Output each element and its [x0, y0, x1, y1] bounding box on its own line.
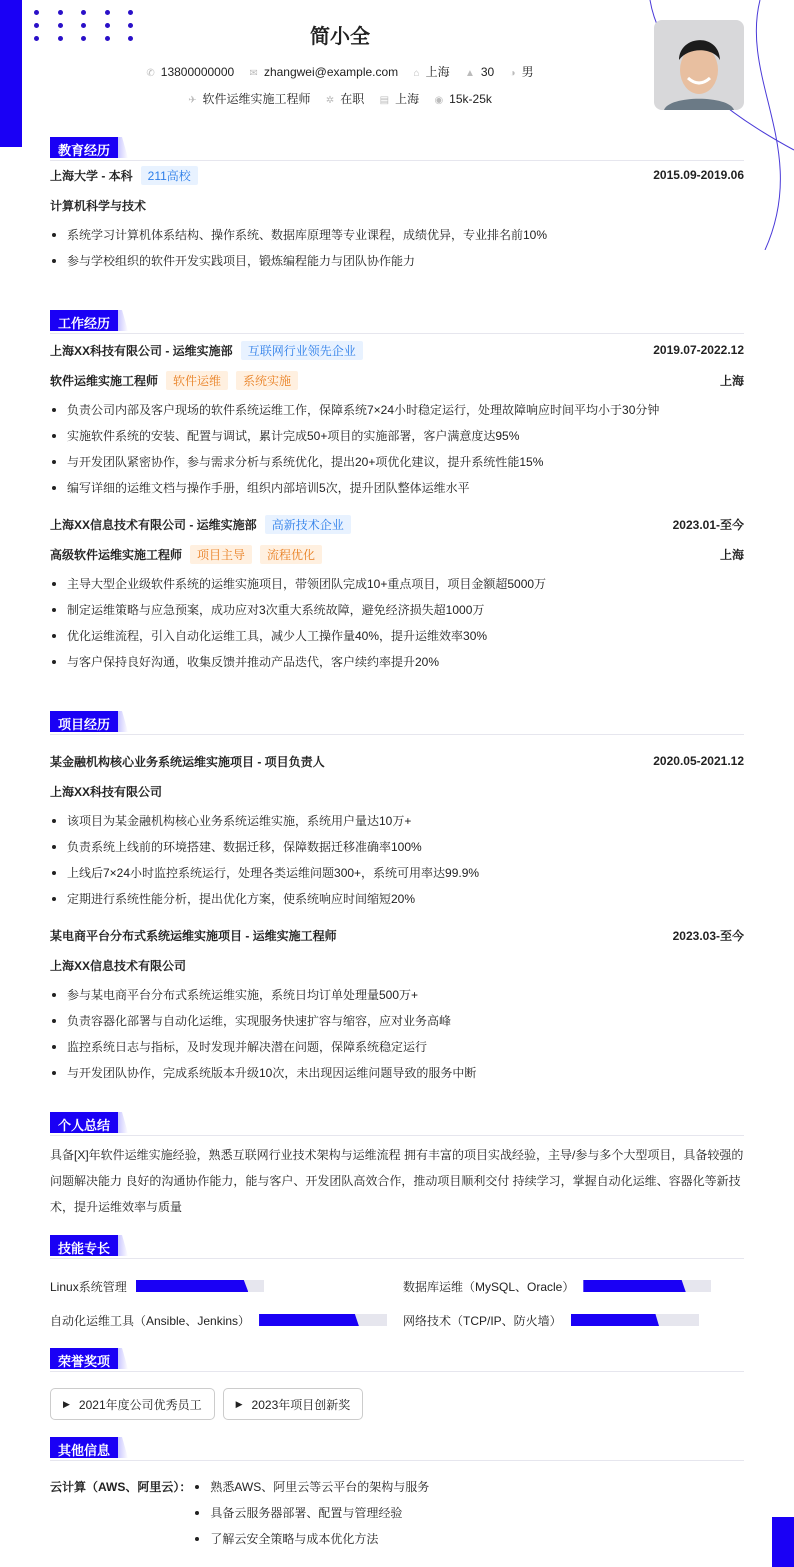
list-item: 熟悉AWS、阿里云等云平台的架构与服务: [193, 1474, 429, 1500]
project-entry: [50, 922, 744, 1086]
skill-name: 自动化运维工具（Ansible、Jenkins）: [50, 1313, 251, 1328]
project-name: 某电商平台分布式系统运维实施项目 - 运维实施工程师: [50, 928, 337, 943]
skill-item: [50, 1303, 403, 1337]
list-item: 制定运维策略与应急预案，成功应对3次重大系统故障，避免经济损失超1000万: [50, 597, 744, 623]
job: 软件运维实施工程师: [202, 92, 311, 106]
list-item: 该项目为某金融机构核心业务系统运维实施，系统用户量达10万+: [50, 808, 744, 834]
project-company: 上海XX科技有限公司: [50, 784, 163, 799]
summary-section: [50, 1112, 744, 1220]
list-item: 与开发团队协作，完成系统版本升级10次，未出现因运维问题导致的服务中断: [50, 1060, 744, 1086]
decor-bar-right: [772, 1517, 794, 1567]
award-item: [50, 1388, 215, 1420]
job-date: 2019.07-2022.12: [653, 343, 744, 357]
project-name: 某金融机构核心业务系统运维实施项目 - 项目负责人: [50, 754, 325, 769]
project-date: 2020.05-2021.12: [653, 754, 744, 768]
phone: 13800000000: [160, 65, 235, 79]
avatar: [654, 20, 744, 110]
company: 上海XX科技有限公司 - 运维实施部: [50, 343, 233, 358]
skill-name: Linux系统管理: [50, 1279, 127, 1294]
phone-icon: ✆: [146, 68, 155, 79]
list-item: 具备云服务器部署、配置与管理经验: [193, 1500, 429, 1526]
role-tag: 流程优化: [260, 545, 322, 564]
projects-section: [50, 711, 744, 1086]
awards-section: [50, 1348, 744, 1420]
skill-bar: [583, 1280, 711, 1292]
project-company: 上海XX信息技术有限公司: [50, 958, 187, 973]
section-title: 教育经历: [50, 137, 118, 158]
plane-icon: ✈: [188, 95, 197, 106]
building-icon: ▤: [379, 95, 390, 106]
major: 计算机科学与技术: [50, 198, 147, 213]
project-entry: [50, 748, 744, 912]
role: 高级软件运维实施工程师: [50, 547, 183, 562]
triangle-icon: ▶: [63, 1398, 70, 1409]
city: 上海: [425, 65, 450, 79]
skill-bar-fill: [571, 1314, 659, 1326]
list-item: 与开发团队紧密协作，参与需求分析与系统优化，提出20+项优化建议，提升系统性能15%: [50, 449, 744, 475]
status: 在职: [340, 92, 365, 106]
section-title: 技能专长: [50, 1235, 118, 1256]
education-section: [50, 137, 744, 274]
job-date: 2023.01-至今: [672, 517, 744, 532]
skill-bar: [136, 1280, 264, 1292]
triangle-icon: ▶: [235, 1398, 243, 1409]
school-tag: 211高校: [141, 166, 198, 185]
role-tag: 软件运维: [166, 371, 228, 390]
list-item: 负责系统上线前的环境搭建、数据迁移，保障数据迁移准确率100%: [50, 834, 744, 860]
target-city: 上海: [395, 92, 420, 106]
section-title: 其他信息: [50, 1437, 118, 1458]
skill-bar: [259, 1314, 387, 1326]
company-tag: 高新技术企业: [265, 515, 351, 534]
section-title: 个人总结: [50, 1112, 118, 1133]
job-entry: [50, 337, 744, 501]
contact-line: [0, 63, 680, 80]
skill-bar-fill: [259, 1314, 359, 1326]
skill-bar-fill: [136, 1280, 249, 1292]
skill-name: 数据库运维（MySQL、Oracle）: [403, 1279, 575, 1294]
skill-name: 网络技术（TCP/IP、防火墙）: [403, 1313, 562, 1328]
role-tag: 系统实施: [236, 371, 298, 390]
skill-item: [403, 1269, 744, 1303]
list-item: 监控系统日志与指标，及时发现并解决潜在问题，保障系统稳定运行: [50, 1034, 744, 1060]
section-title: 项目经历: [50, 711, 118, 732]
list-item: 上线后7×24小时监控系统运行，处理各类运维问题300+，系统可用率达99.9%: [50, 860, 744, 886]
other-label: 云计算（AWS、阿里云）：: [50, 1480, 192, 1494]
role-tag: 项目主导: [190, 545, 252, 564]
skill-item: [403, 1303, 744, 1337]
summary-text: 具备[X]年软件运维实施经验，熟悉互联网行业技术架构与运维流程 拥有丰富的项目实战经验，主导/参与多个大型项目，具备较强的问题解决能力 良好的沟通协作能力，能与客户、开发团队高效合作，推动项目顺利交付 持续学习，掌握自动化运维、容器化等新技术，提升运维效率与质量: [50, 1148, 744, 1214]
list-item: 实施软件系统的安装、配置与调试，累计完成50+项目的实施部署，客户满意度达95%: [50, 423, 744, 449]
company-tag: 互联网行业领先企业: [241, 341, 363, 360]
job-city: 上海: [719, 373, 744, 388]
salary-icon: ◉: [434, 95, 444, 106]
award-label: 2021年度公司优秀员工: [78, 1397, 202, 1412]
gender-icon: ◑: [509, 68, 516, 79]
job-city: 上海: [719, 547, 744, 562]
salary: 15k-25k: [449, 92, 492, 106]
list-item: 与客户保持良好沟通，收集反馈并推动产品迭代，客户续约率提升20%: [50, 649, 744, 675]
skill-bar: [571, 1314, 699, 1326]
resume-name: 简小全: [310, 26, 370, 48]
email: zhangwei@example.com: [263, 65, 399, 79]
skill-item: [50, 1269, 403, 1303]
gender: 男: [521, 65, 534, 79]
work-section: [50, 310, 744, 675]
list-item: 参与某电商平台分布式系统运维实施，系统日均订单处理量500万+: [50, 982, 744, 1008]
list-item: 负责公司内部及客户现场的软件系统运维工作，保障系统7×24小时稳定运行，处理故障响应时间平均小于30分钟: [50, 397, 744, 423]
list-item: 了解云安全策略与成本优化方法: [193, 1526, 429, 1552]
list-item: 参与学校组织的软件开发实践项目，锻炼编程能力与团队协作能力: [50, 248, 744, 274]
list-item: 负责容器化部署与自动化运维，实现服务快速扩容与缩容，应对业务高峰: [50, 1008, 744, 1034]
skills-section: [50, 1235, 744, 1337]
project-date: 2023.03-至今: [672, 928, 744, 943]
section-title: 荣誉奖项: [50, 1348, 118, 1369]
skill-bar-fill: [583, 1280, 685, 1292]
other-section: [50, 1437, 744, 1552]
home-icon: ⌂: [413, 68, 420, 79]
award-label: 2023年项目创新奖: [251, 1397, 351, 1412]
company: 上海XX信息技术有限公司 - 运维实施部: [50, 517, 257, 532]
award-item: [223, 1388, 364, 1420]
age-icon: ▲: [464, 68, 475, 79]
school: 上海大学 - 本科: [50, 168, 133, 183]
job-line: [0, 90, 680, 107]
section-title: 工作经历: [50, 310, 118, 331]
status-icon: ✲: [325, 95, 335, 106]
list-item: 编写详细的运维文档与操作手册，组织内部培训5次，提升团队整体运维水平: [50, 475, 744, 501]
list-item: 主导大型企业级软件系统的运维实施项目，带领团队完成10+重点项目，项目金额超5000万: [50, 571, 744, 597]
edu-date: 2015.09-2019.06: [653, 168, 744, 182]
email-icon: ✉: [249, 68, 258, 79]
role: 软件运维实施工程师: [50, 373, 159, 388]
job-entry: [50, 511, 744, 675]
list-item: 定期进行系统性能分析，提出优化方案，使系统响应时间缩短20%: [50, 886, 744, 912]
list-item: 系统学习计算机体系结构、操作系统、数据库原理等专业课程，成绩优异，专业排名前10%: [50, 222, 744, 248]
list-item: 优化运维流程，引入自动化运维工具，减少人工操作量40%，提升运维效率30%: [50, 623, 744, 649]
age: 30: [480, 65, 495, 79]
